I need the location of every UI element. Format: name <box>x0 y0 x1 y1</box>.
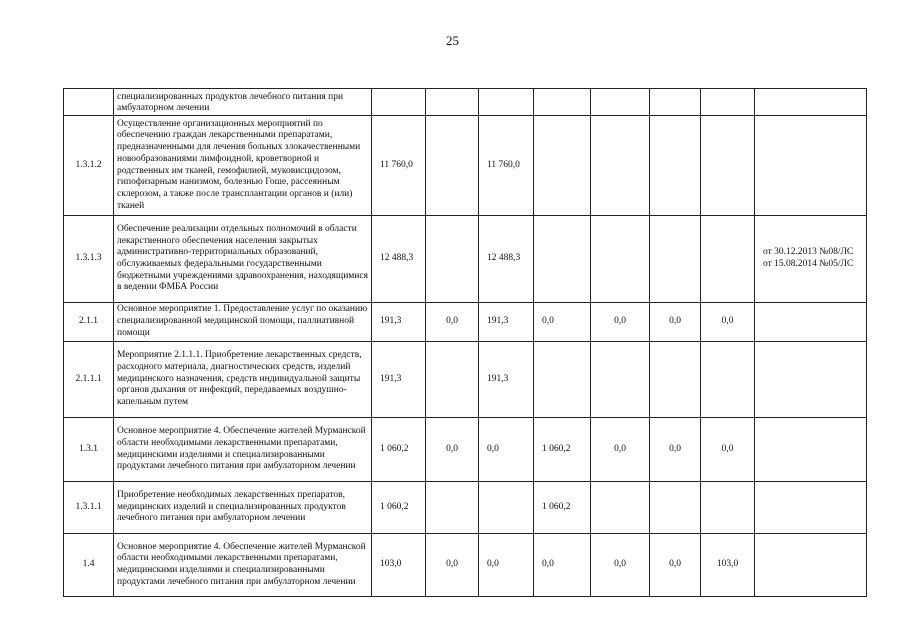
budget-table <box>63 88 867 597</box>
amount-cell: 191,3 <box>372 303 426 342</box>
row-description: Осуществление организационных мероприятий по обеспечению граждан лекарственными препаратами, предназначенными для лечения больных злокачественными новообразованиями лимфоидной, кроветворной и родственных им тканей, гемофилией, муковисцидозом, гипофизарным нанизмом, болезнью Гоше, рассеянным склерозом, а также после трансплантации органов и (или) тканей <box>114 116 372 216</box>
amount-cell: 0,0 <box>426 534 479 597</box>
amount-cell: 191,3 <box>372 342 426 418</box>
amount-cell: 191,3 <box>479 303 534 342</box>
table-row <box>64 303 867 342</box>
amount-cell: 0,0 <box>701 303 755 342</box>
amount-cell: 1 060,2 <box>372 418 426 482</box>
amount-cell <box>591 342 650 418</box>
amount-cell <box>591 89 650 116</box>
table-row <box>64 482 867 534</box>
amount-cell <box>534 342 591 418</box>
row-code: 1.3.1.3 <box>64 216 114 303</box>
amount-cell <box>426 216 479 303</box>
amount-cell: 1 060,2 <box>534 482 591 534</box>
amount-cell: 0,0 <box>591 418 650 482</box>
row-description: Обеспечение реализации отдельных полномочий в области лекарственного обеспечения населения закрытых административно-территориальных образований, обслуживаемых федеральными государственными бюджетными учреждениями здравоохранения, находящимися в ведении ФМБА России <box>114 216 372 303</box>
amount-cell <box>701 482 755 534</box>
amount-cell: 0,0 <box>534 303 591 342</box>
amount-cell <box>701 89 755 116</box>
row-description: специализированных продуктов лечебного питания при амбулаторном лечении <box>114 89 372 116</box>
amount-cell: 0,0 <box>426 303 479 342</box>
row-note <box>755 116 867 216</box>
table-row <box>64 89 867 116</box>
amount-cell: 0,0 <box>534 534 591 597</box>
row-code: 1.4 <box>64 534 114 597</box>
row-description: Основное мероприятие 4. Обеспечение жителей Мурманской области необходимыми лекарственными препаратами, медицинскими изделиями и специализированными продуктами лечебного питания при амбулаторном лечении <box>114 418 372 482</box>
row-code: 1.3.1 <box>64 418 114 482</box>
amount-cell: 0,0 <box>650 534 701 597</box>
amount-cell: 0,0 <box>591 303 650 342</box>
amount-cell <box>534 216 591 303</box>
amount-cell <box>650 116 701 216</box>
note-line: от 15.08.2014 №05/ЛС <box>763 259 854 269</box>
table-row <box>64 418 867 482</box>
amount-cell: 0,0 <box>650 303 701 342</box>
row-note <box>755 303 867 342</box>
amount-cell: 0,0 <box>650 418 701 482</box>
amount-cell: 1 060,2 <box>534 418 591 482</box>
row-note <box>755 482 867 534</box>
table-body <box>64 89 867 597</box>
row-note <box>755 89 867 116</box>
amount-cell <box>534 116 591 216</box>
amount-cell <box>701 216 755 303</box>
row-note <box>755 534 867 597</box>
table-row <box>64 216 867 303</box>
note-line: от 30.12.2013 №08/ЛС <box>763 247 854 258</box>
row-description: Основное мероприятие 1. Предоставление услуг по оказанию специализированной медицинской помощи, паллиативной помощи <box>114 303 372 342</box>
amount-cell: 12 488,3 <box>479 216 534 303</box>
row-note <box>755 342 867 418</box>
amount-cell <box>534 89 591 116</box>
amount-cell: 0,0 <box>701 418 755 482</box>
amount-cell <box>479 89 534 116</box>
amount-cell: 103,0 <box>372 534 426 597</box>
amount-cell: 11 760,0 <box>479 116 534 216</box>
amount-cell: 191,3 <box>479 342 534 418</box>
amount-cell: 0,0 <box>426 418 479 482</box>
row-note <box>755 418 867 482</box>
amount-cell <box>426 89 479 116</box>
row-note <box>755 216 867 303</box>
amount-cell <box>591 482 650 534</box>
page-number: 25 <box>446 33 459 48</box>
amount-cell: 11 760,0 <box>372 116 426 216</box>
amount-cell <box>426 482 479 534</box>
row-code: 1.3.1.2 <box>64 116 114 216</box>
table-row <box>64 534 867 597</box>
amount-cell <box>650 342 701 418</box>
amount-cell <box>701 342 755 418</box>
amount-cell <box>650 89 701 116</box>
amount-cell <box>591 216 650 303</box>
amount-cell <box>372 89 426 116</box>
row-code: 2.1.1 <box>64 303 114 342</box>
row-description: Основное мероприятие 4. Обеспечение жителей Мурманской области необходимыми лекарственными препаратами, медицинскими изделиями и специализированными продуктами лечебного питания при амбулаторном лечении <box>114 534 372 597</box>
row-code: 2.1.1.1 <box>64 342 114 418</box>
amount-cell: 12 488,3 <box>372 216 426 303</box>
amount-cell <box>426 342 479 418</box>
amount-cell: 0,0 <box>479 534 534 597</box>
amount-cell <box>479 482 534 534</box>
amount-cell <box>650 216 701 303</box>
amount-cell: 0,0 <box>591 534 650 597</box>
row-code: 1.3.1.1 <box>64 482 114 534</box>
amount-cell <box>701 116 755 216</box>
table-row <box>64 342 867 418</box>
amount-cell <box>650 482 701 534</box>
row-description: Мероприятие 2.1.1.1. Приобретение лекарственных средств, расходного материала, диагностических средств, изделий медицинского назначения, средств индивидуальной защиты органов дыхания от инфекций, передаваемых воздушно-капельным путем <box>114 342 372 418</box>
amount-cell: 103,0 <box>701 534 755 597</box>
amount-cell: 0,0 <box>479 418 534 482</box>
table-row <box>64 116 867 216</box>
amount-cell <box>426 116 479 216</box>
row-code <box>64 89 114 116</box>
row-description: Приобретение необходимых лекарственных препаратов, медицинских изделий и специализированных продуктов лечебного питания при амбулаторном лечении <box>114 482 372 534</box>
amount-cell <box>591 116 650 216</box>
amount-cell: 1 060,2 <box>372 482 426 534</box>
